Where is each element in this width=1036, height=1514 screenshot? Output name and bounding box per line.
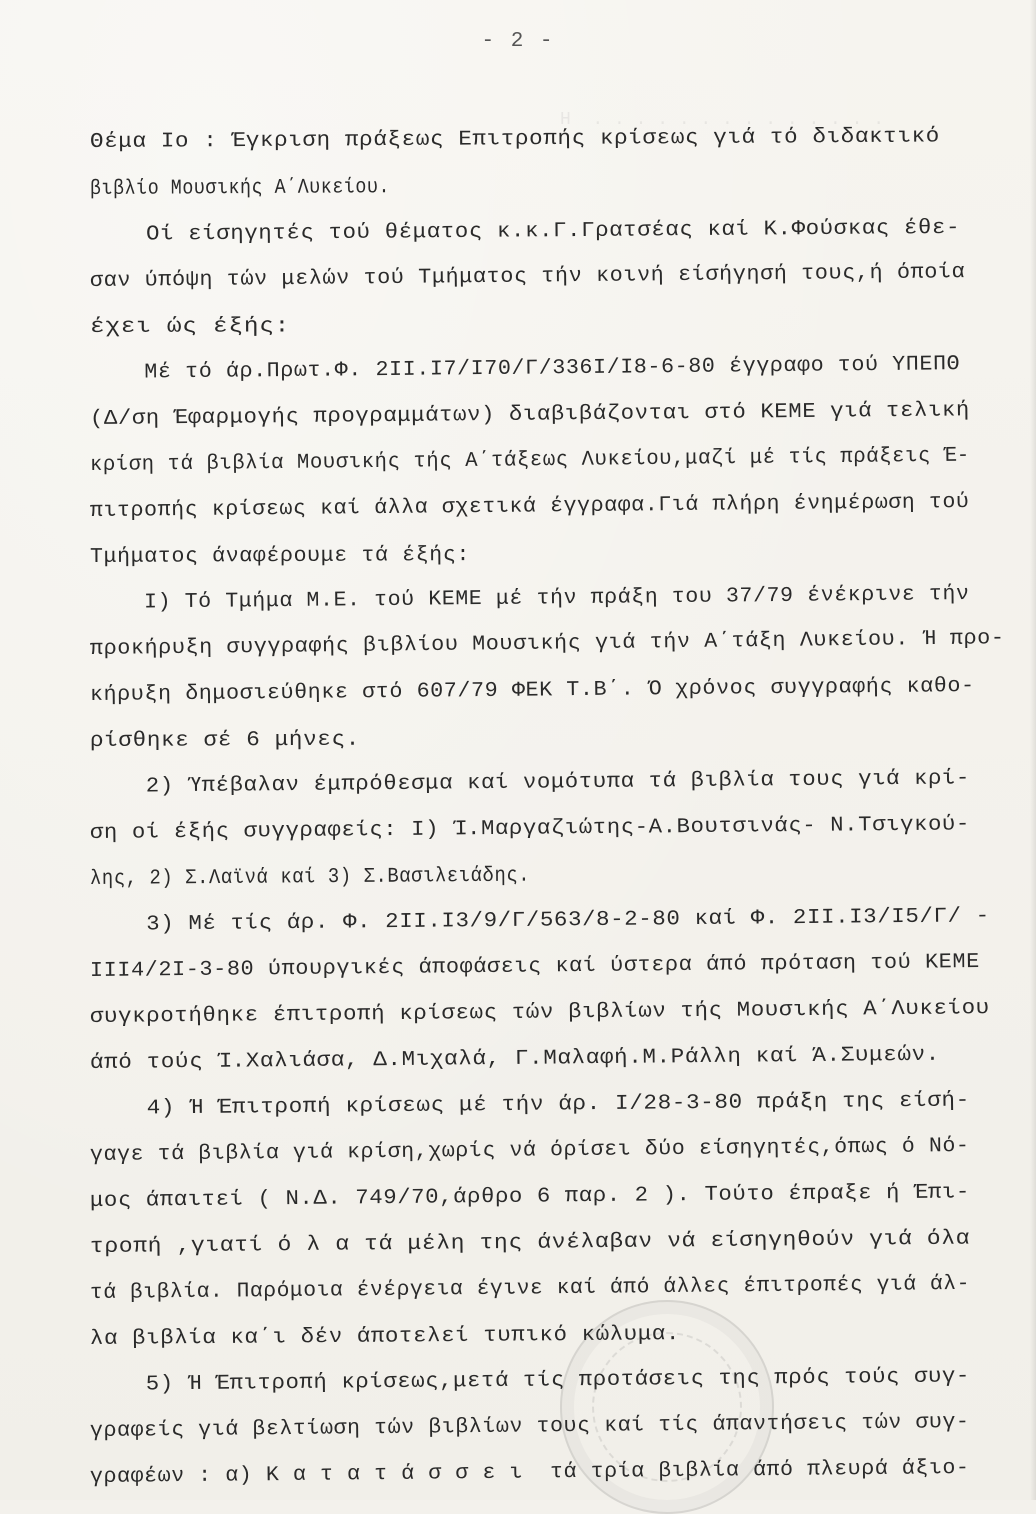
- text-line: μος άπαιτεί ( Ν.Δ. 749/70,άρθρο 6 παρ. 2 ). Τούτο έπραξε ή Έπι-: [89, 1181, 971, 1213]
- text-line: ρίσθηκε σέ 6 μήνες.: [89, 728, 360, 753]
- text-line: λης, 2) Σ.Λαϊνά καί 3) Σ.Βασιλειάδης.: [89, 864, 531, 891]
- text-line: γραφέων : α) Κ α τ α τ ά σ σ ε ι τά τρία βιβλία άπό πλευρά άξιο-: [89, 1457, 970, 1489]
- text-line: κρίση τά βιβλία Μουσικής τής Α΄τάξεως Λυκείου,μαζί μέ τίς πράξεις Έ-: [89, 444, 970, 477]
- text-line: βιβλίο Μουσικής Α΄Λυκείου.: [89, 176, 391, 201]
- text-line: τά βιβλία. Παρόμοια ένέργεια έγινε καί άπό άλλες έπιτροπές γιά άλ-: [89, 1272, 971, 1305]
- text-line: 3) Μέ τίς άρ. Φ. 2ΙΙ.Ι3/9/Γ/563/8-2-80 καί Φ. 2ΙΙ.Ι3/Ι5/Γ/ -: [89, 905, 990, 937]
- text-line: προκήρυξη συγγραφής βιβλίου Μουσικής γιά τήν Α΄τάξη Λυκείου. Ή προ-: [89, 627, 1005, 661]
- text-line: 4) Ή Έπιτροπή κρίσεως μέ τήν άρ. Ι/28-3-80 πράξη της είσή-: [89, 1089, 970, 1121]
- text-line: 5) Ή Έπιτροπή κρίσεως,μετά τίς προτάσεις της πρός τούς συγ-: [89, 1365, 971, 1397]
- text-line: συγκροτήθηκε έπιτροπή κρίσεως τών βιβλίων τής Μουσικής Α΄Λυκείου: [89, 997, 990, 1029]
- text-line: σαν ύπόψη τών μελών τού Τμήματος τήν κοινή είσήγησή τους,ή όποία: [89, 261, 966, 293]
- text-line: λα βιβλία κα΄ι δέν άποτελεί τυπικό κώλυμα.: [89, 1323, 681, 1351]
- text-line: έχει ώς έξής:: [89, 315, 291, 339]
- text-line: ΙΙΙ4/2Ι-3-80 ύπουργικές άποφάσεις καί ύστερα άπό πρόταση τού ΚΕΜΕ: [89, 951, 980, 983]
- text-line: (Δ/ση Έφαρμογής προγραμμάτων) διαβιβάζονται στό ΚΕΜΕ γιά τελική: [89, 399, 971, 431]
- text-line: Οί είσηγητές τού θέματος κ.κ.Γ.Γρατσέας καί Κ.Φούσκας έθε-: [89, 216, 961, 247]
- text-line: ση οί έξής συγγραφείς: Ι) Ί.Μαργαζιώτης-Α.Βουτσινάς- Ν.Τσιγκού-: [89, 813, 971, 845]
- text-line: άπό τούς Ί.Χαλιάσα, Δ.Μιχαλά, Γ.Μαλαφή.Μ.Ράλλη καί Ά.Συμεών.: [89, 1043, 941, 1075]
- text-line: Τμήματος άναφέρουμε τά έξής:: [89, 544, 471, 569]
- text-line: Ι) Τό Τμήμα Μ.Ε. τού ΚΕΜΕ μέ τήν πράξη του 37/79 ένέκρινε τήν: [89, 583, 970, 615]
- text-line: κήρυξη δημοσιεύθηκε στό 607/79 ΦΕΚ Τ.Β΄. Ό χρόνος συγγραφής καθο-: [89, 675, 975, 707]
- page-number: - 2 -: [481, 30, 555, 53]
- bleed-through-text: Η . . . . . . . . . . . . . .: [560, 110, 885, 130]
- text-line: 2) Ύπέβαλαν έμπρόθεσμα καί νομότυπα τά βιβλία τους γιά κρί-: [89, 767, 971, 799]
- official-stamp: [560, 1300, 774, 1514]
- text-line: τροπή ,γιατί ό λ α τά μέλη της άνέλαβαν νά είσηγηθούν γιά όλα: [89, 1227, 971, 1259]
- text-line: Θέμα Ιο : Έγκριση πράξεως Επιτροπής κρίσεως γιά τό διδακτικό: [89, 125, 941, 154]
- text-line: πιτροπής κρίσεως καί άλλα σχετικά έγγραφα.Γιά πλήρη ένημέρωση τού: [89, 491, 970, 523]
- text-line: γραφείς γιά βελτίωση τών βιβλίων τους καί τίς άπαντήσεις τών συγ-: [89, 1411, 970, 1443]
- text-line: Μέ τό άρ.Πρωτ.Φ. 2ΙΙ.Ι7/Ι70/Γ/336Ι/Ι8-6-80 έγγραφο τού ΥΠΕΠΘ: [89, 353, 961, 385]
- text-line: γαγε τά βιβλία γιά κρίση,χωρίς νά όρίσει δύο είσηγητές,όπως ό Νό-: [89, 1135, 970, 1167]
- page-edge-shadow: [1030, 0, 1036, 1500]
